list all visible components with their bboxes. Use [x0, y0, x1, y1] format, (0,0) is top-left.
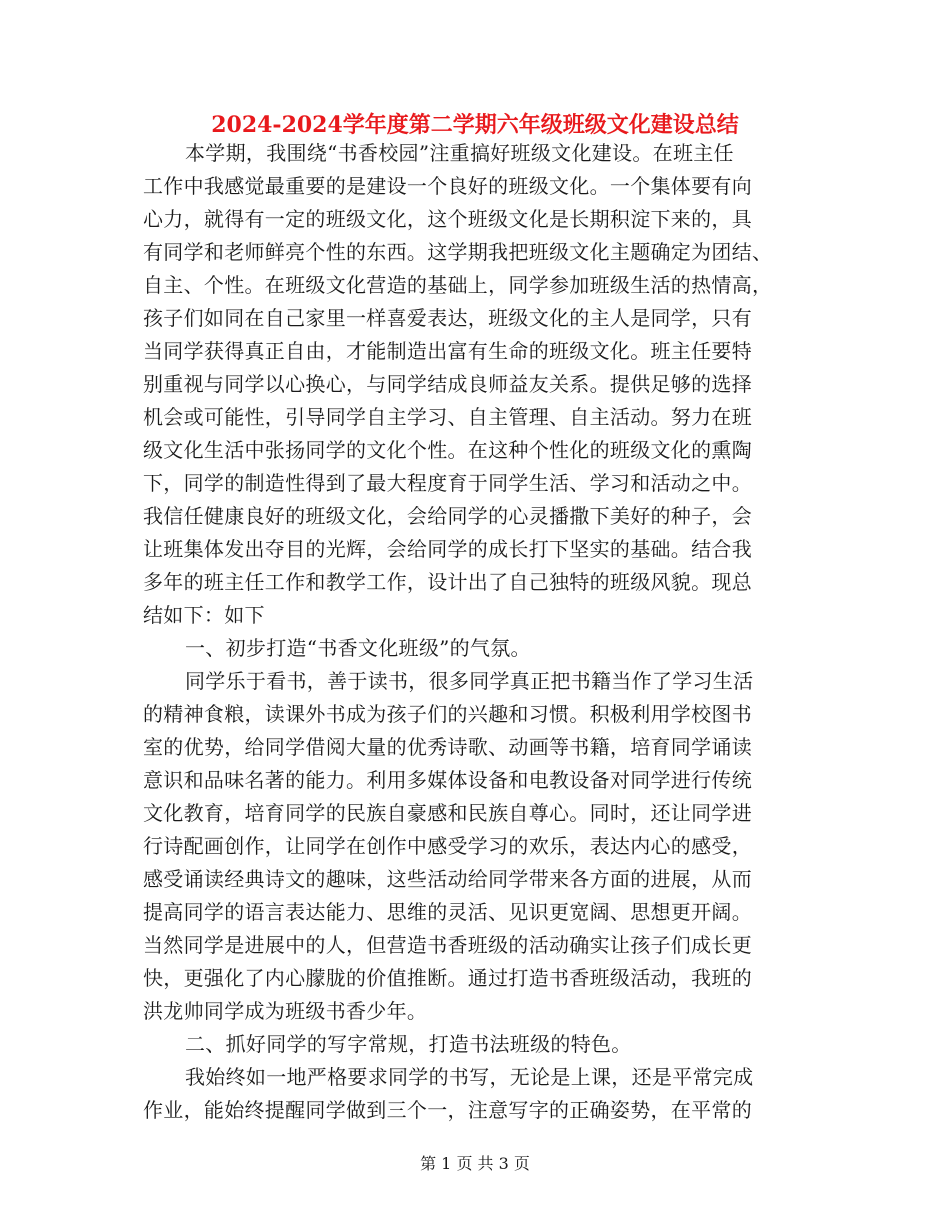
text-line: 作业，能始终提醒同学做到三个一，注意写字的正确姿势，在平常的 — [143, 1098, 752, 1122]
text-line: 我始终如一地严格要求同学的书写，无论是上课，还是平常完成 — [185, 1065, 754, 1089]
text-line: 我信任健康良好的班级文化，会给同学的心灵播撒下美好的种子，会 — [143, 504, 752, 528]
text-line: 多年的班主任工作和教学工作，设计出了自己独特的班级风貌。现总 — [143, 570, 752, 594]
text-line: 提高同学的语言表达能力、思维的灵活、见识更宽阔、思想更开阔。 — [143, 900, 752, 924]
text-line: 结如下：如下 — [143, 603, 265, 627]
text-line: 室的优势，给同学借阅大量的优秀诗歌、动画等书籍，培育同学诵读 — [143, 735, 752, 759]
text-line: 意识和品味名著的能力。利用多媒体设备和电教设备对同学进行传统 — [143, 768, 752, 792]
text-line: 自主、个性。在班级文化营造的基础上，同学参加班级生活的热情高， — [143, 273, 773, 297]
text-line: 二、抓好同学的写字常规，打造书法班级的特色。 — [185, 1032, 632, 1056]
text-line: 的精神食粮，读课外书成为孩子们的兴趣和习惯。积极利用学校图书 — [143, 702, 752, 726]
text-line: 一、初步打造“书香文化班级”的气氛。 — [185, 636, 531, 660]
text-line: 文化教育，培育同学的民族自豪感和民族自尊心。同时，还让同学进 — [143, 801, 752, 825]
text-line: 本学期，我围绕“书香校园”注重搞好班级文化建设。在班主任 — [185, 141, 734, 165]
text-line: 机会或可能性，引导同学自主学习、自主管理、自主活动。努力在班 — [143, 405, 752, 429]
text-line: 感受诵读经典诗文的趣味，这些活动给同学带来各方面的进展，从而 — [143, 867, 752, 891]
text-line: 工作中我感觉最重要的是建设一个良好的班级文化。一个集体要有向 — [143, 174, 752, 198]
text-line: 有同学和老师鲜亮个性的东西。这学期我把班级文化主题确定为团结、 — [143, 240, 773, 264]
text-line: 同学乐于看书，善于读书，很多同学真正把书籍当作了学习生活 — [185, 669, 754, 693]
text-line: 下，同学的制造性得到了最大程度育于同学生活、学习和活动之中。 — [143, 471, 752, 495]
text-line: 洪龙帅同学成为班级书香少年。 — [143, 999, 428, 1023]
text-line: 行诗配画创作，让同学在创作中感受学习的欢乐，表达内心的感受， — [143, 834, 752, 858]
text-line: 当同学获得真正自由，才能制造出富有生命的班级文化。班主任要特 — [143, 339, 752, 363]
text-line: 让班集体发出夺目的光辉，会给同学的成长打下坚实的基础。结合我 — [143, 537, 752, 561]
text-line: 快，更强化了内心朦胧的价值推断。通过打造书香班级活动，我班的 — [143, 966, 752, 990]
text-line: 别重视与同学以心换心，与同学结成良师益友关系。提供足够的选择 — [143, 372, 752, 396]
page-footer: 第 1 页 共 3 页 — [420, 1154, 530, 1173]
document-title: 2024-2024学年度第二学期六年级班级文化建设总结 — [211, 112, 739, 138]
text-line: 级文化生活中张扬同学的文化个性。在这种个性化的班级文化的熏陶 — [143, 438, 752, 462]
document-body — [143, 137, 809, 1127]
text-line: 心力，就得有一定的班级文化，这个班级文化是长期积淀下来的，具 — [143, 207, 752, 231]
text-line: 当然同学是进展中的人，但营造书香班级的活动确实让孩子们成长更 — [143, 933, 752, 957]
text-line: 孩子们如同在自己家里一样喜爱表达，班级文化的主人是同学，只有 — [143, 306, 752, 330]
